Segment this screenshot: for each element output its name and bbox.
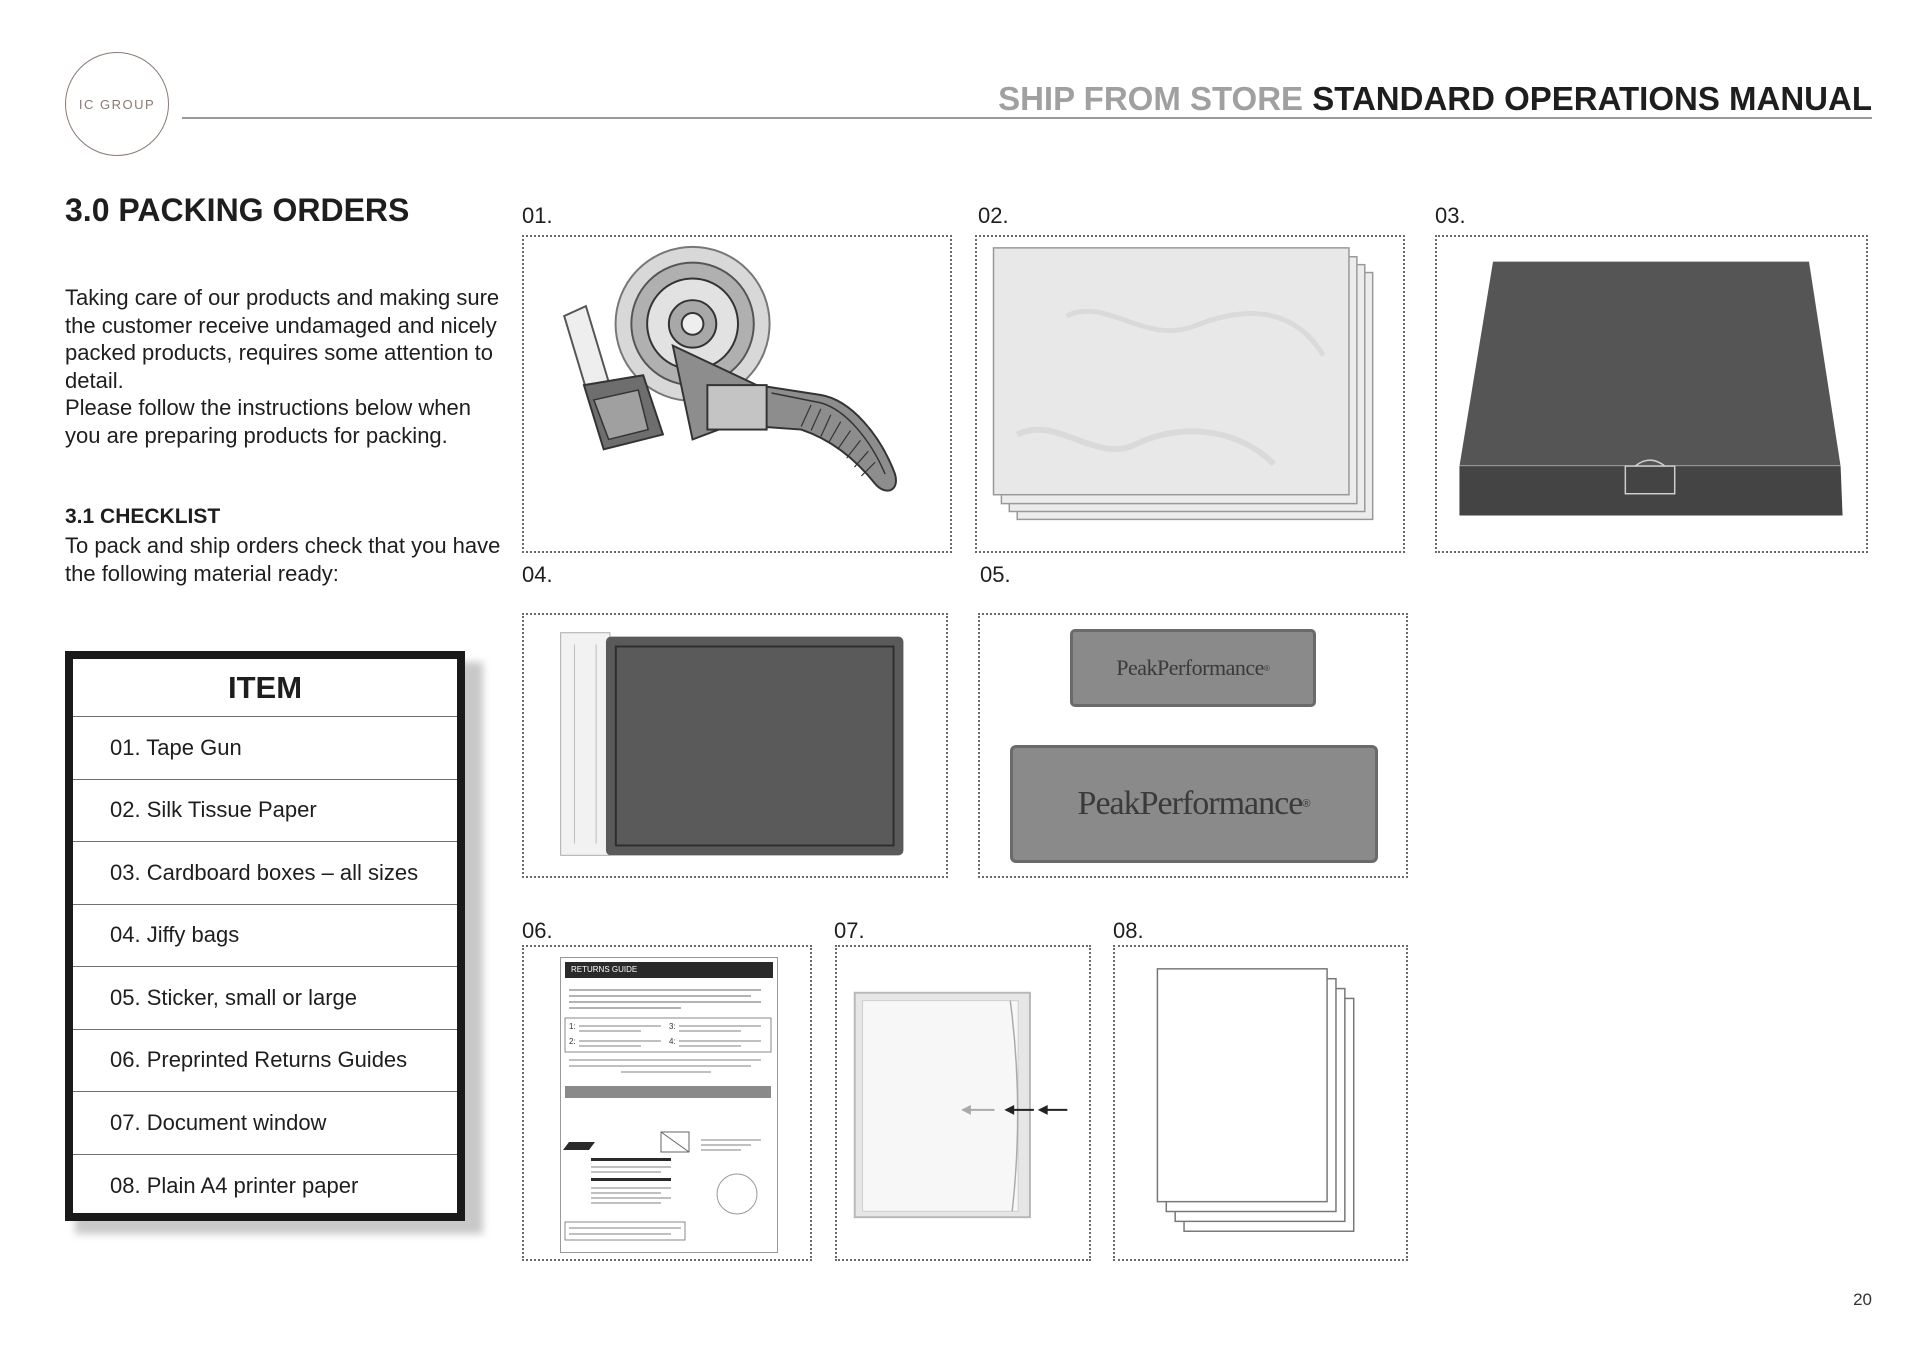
intro-paragraph-2: Please follow the instructions below when you are preparing products for packing. (65, 395, 472, 448)
cardboard-box-figure (1435, 235, 1868, 553)
manual-title (998, 80, 1872, 118)
figure-number-02: 02. (978, 203, 1009, 228)
figure-number-05: 05. (980, 562, 1011, 587)
figure-number-06: 06. (522, 918, 553, 943)
tissue-paper-figure (975, 235, 1405, 553)
large-sticker-mark: ® (1302, 798, 1311, 810)
jiffy-bag-illustration (524, 615, 946, 876)
figure-number-04: 04. (522, 562, 553, 587)
figure-number-03: 03. (1435, 203, 1466, 228)
manual-title-light: SHIP FROM STORE (998, 80, 1304, 117)
returns-step-2: 2: (569, 1037, 576, 1046)
returns-guide-content (561, 982, 777, 1256)
header-divider (182, 117, 1872, 119)
intro-paragraph-1: Taking care of our products and making sure the customer receive undamaged and nicely packed products, requires some attention to detail. (65, 285, 500, 393)
returns-step-3: 3: (669, 1022, 676, 1031)
table-row: 08. Plain A4 printer paper (110, 1172, 359, 1198)
large-sticker (1010, 745, 1378, 863)
printer-paper-illustration (1115, 947, 1406, 1259)
ic-group-logo (65, 52, 169, 156)
figure-number-08: 08. (1113, 918, 1144, 943)
table-row: 03. Cardboard boxes – all sizes (73, 842, 457, 905)
large-sticker-brand: PeakPerformance (1077, 785, 1303, 822)
table-header: ITEM (73, 659, 457, 717)
tape-gun-illustration (524, 237, 950, 551)
returns-guide-figure (522, 945, 812, 1261)
checklist-title: 3.1 CHECKLIST (65, 505, 221, 528)
table-row: 06. Preprinted Returns Guides (73, 1030, 457, 1093)
returns-step-1: 1: (569, 1022, 576, 1031)
cardboard-box-illustration (1437, 237, 1866, 551)
tissue-paper-illustration (977, 237, 1403, 551)
page-number: 20 (1853, 1290, 1872, 1309)
table-row: 01. Tape Gun (73, 717, 457, 780)
manual-title-bold: STANDARD OPERATIONS MANUAL (1312, 80, 1872, 117)
section-title: 3.0 PACKING ORDERS (65, 192, 410, 228)
returns-guide-heading: RETURNS GUIDE (565, 962, 773, 978)
returns-guide-sheet (560, 957, 778, 1253)
figure-number-01: 01. (522, 203, 553, 228)
printer-paper-figure (1113, 945, 1408, 1261)
sticker-figure (978, 613, 1408, 878)
logo-text: IC GROUP (78, 96, 156, 112)
checklist-text: To pack and ship orders check that you have the following material ready: (65, 533, 501, 586)
table-row: 07. Document window (73, 1092, 457, 1155)
small-sticker-mark: ® (1263, 663, 1270, 673)
small-sticker-brand: PeakPerformance (1116, 655, 1264, 680)
intro-text (65, 284, 505, 449)
tape-gun-figure (522, 235, 952, 553)
document-window-figure (835, 945, 1091, 1261)
figure-number-07: 07. (834, 918, 865, 943)
small-sticker (1070, 629, 1316, 707)
table-row: 05. Sticker, small or large (73, 967, 457, 1030)
returns-step-4: 4: (669, 1037, 676, 1046)
jiffy-bag-figure (522, 613, 948, 878)
document-window-illustration (837, 947, 1089, 1259)
checklist-table (65, 651, 465, 1221)
table-row: 02. Silk Tissue Paper (73, 780, 457, 843)
table-row: 04. Jiffy bags (73, 905, 457, 968)
